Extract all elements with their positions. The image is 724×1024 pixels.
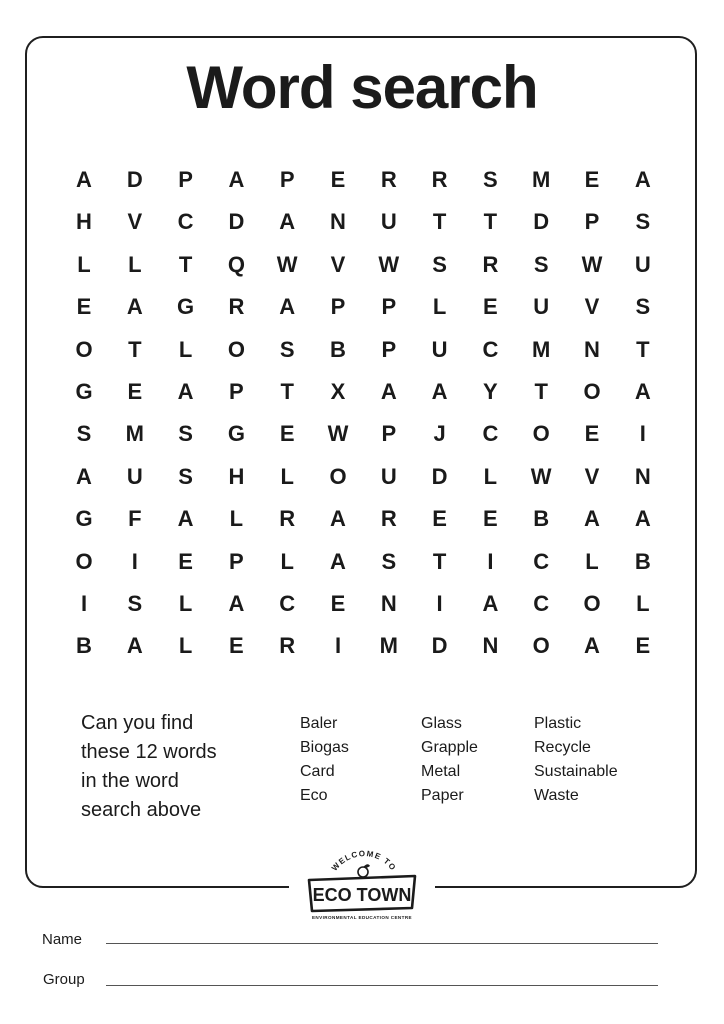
grid-letter: W bbox=[581, 251, 603, 277]
word-item: Card bbox=[300, 763, 335, 780]
grid-letter: E bbox=[127, 379, 143, 404]
eco-town-logo-graphic bbox=[289, 842, 435, 924]
word-list-column-1 bbox=[300, 712, 349, 808]
grid-letter: S bbox=[127, 591, 143, 616]
grid-letter: E bbox=[584, 421, 600, 447]
grid-letter: C bbox=[482, 421, 499, 447]
group-line[interactable] bbox=[106, 985, 658, 986]
grid-letter: R bbox=[431, 167, 448, 192]
grid-letter: E bbox=[483, 294, 498, 320]
grid-letter: W bbox=[530, 463, 552, 489]
grid-letter: V bbox=[584, 463, 600, 489]
grid-letter: I bbox=[334, 633, 342, 659]
grid-letter: L bbox=[77, 251, 91, 277]
logo-name: ECO TOWN bbox=[312, 885, 412, 905]
grid-letter: T bbox=[636, 336, 650, 362]
grid-letter: R bbox=[279, 506, 296, 532]
word-item: Glass bbox=[421, 715, 462, 732]
grid-letter: L bbox=[483, 463, 498, 489]
grid-letter: V bbox=[330, 251, 346, 277]
grid-letter: N bbox=[584, 336, 600, 362]
grid-letter: L bbox=[636, 591, 650, 616]
word-item: Recycle bbox=[534, 739, 591, 756]
grid-letter: E bbox=[432, 506, 447, 532]
grid-letter: E bbox=[76, 294, 92, 320]
grid-letter: E bbox=[330, 167, 346, 192]
grid-letter: U bbox=[380, 209, 397, 235]
word-item: Grapple bbox=[421, 739, 478, 756]
instructions-line: in the word bbox=[81, 770, 179, 792]
grid-letter: C bbox=[177, 209, 194, 235]
grid-letter: M bbox=[379, 633, 398, 659]
grid-letter: D bbox=[431, 463, 448, 489]
grid-letter: R bbox=[279, 633, 296, 659]
grid-letter: P bbox=[178, 167, 193, 192]
grid-letter: S bbox=[178, 463, 193, 489]
grid-letter: S bbox=[381, 548, 397, 574]
grid-row bbox=[76, 209, 684, 235]
grid-letter: A bbox=[76, 167, 92, 192]
grid-letter: P bbox=[381, 336, 397, 362]
grid-letter: B bbox=[76, 633, 92, 659]
grid-letter: P bbox=[229, 379, 244, 404]
grid-letter: E bbox=[330, 591, 346, 616]
word-item: Baler bbox=[300, 715, 338, 732]
grid-letter: R bbox=[482, 251, 499, 277]
grid-letter: E bbox=[635, 633, 651, 659]
grid-letter: A bbox=[634, 379, 651, 404]
grid-letter: I bbox=[639, 421, 646, 447]
grid-letter: O bbox=[583, 379, 601, 404]
grid-letter: E bbox=[229, 633, 244, 659]
grid-row bbox=[76, 167, 684, 192]
grid-letter: E bbox=[279, 421, 295, 447]
grid-letter: T bbox=[178, 251, 193, 277]
grid-letter: B bbox=[634, 548, 651, 574]
logo-tagline: ENVIRONMENTAL EDUCATION CENTRE bbox=[311, 915, 413, 920]
grid-letter: P bbox=[584, 209, 600, 235]
grid-letter: M bbox=[532, 167, 551, 192]
grid-letter: U bbox=[634, 251, 651, 277]
grid-letter: C bbox=[533, 591, 550, 616]
grid-letter: L bbox=[280, 463, 294, 489]
grid-letter: P bbox=[229, 548, 244, 574]
grid-letter: R bbox=[228, 294, 245, 320]
grid-letter: U bbox=[431, 336, 448, 362]
grid-letter: I bbox=[131, 548, 138, 574]
grid-letter: G bbox=[75, 506, 93, 532]
grid-letter: F bbox=[128, 506, 142, 532]
grid-letter: I bbox=[80, 591, 88, 616]
grid-letter: L bbox=[280, 548, 294, 574]
grid-row bbox=[76, 294, 684, 320]
grid-letter: L bbox=[178, 336, 193, 362]
grid-letter: Y bbox=[483, 379, 498, 404]
grid-letter: S bbox=[635, 294, 651, 320]
grid-letter: D bbox=[431, 633, 448, 659]
grid-letter: T bbox=[534, 379, 548, 404]
grid-letter: A bbox=[76, 463, 92, 489]
grid-letter: X bbox=[330, 379, 346, 404]
grid-letter: A bbox=[126, 633, 143, 659]
grid-letter: P bbox=[330, 294, 346, 320]
instructions bbox=[81, 709, 261, 825]
grid-letter: L bbox=[178, 591, 193, 616]
grid-letter: U bbox=[533, 294, 550, 320]
grid-letter: S bbox=[483, 167, 498, 192]
grid-letter: I bbox=[487, 548, 494, 574]
grid-letter: G bbox=[177, 294, 195, 320]
group-label: Group bbox=[43, 971, 85, 988]
page-title: Word search bbox=[186, 54, 538, 121]
eco-town-logo bbox=[289, 842, 435, 924]
grid-letter: W bbox=[378, 251, 400, 277]
word-item: Eco bbox=[300, 787, 328, 804]
word-item: Biogas bbox=[300, 739, 349, 756]
grid-letter: N bbox=[482, 633, 499, 659]
grid-row bbox=[76, 463, 684, 489]
grid-letter: P bbox=[381, 421, 397, 447]
grid-letter: R bbox=[380, 167, 397, 192]
grid-letter: P bbox=[381, 294, 397, 320]
grid-letter: J bbox=[433, 421, 446, 447]
grid-letter: A bbox=[177, 506, 194, 532]
leaf-icon bbox=[358, 864, 370, 877]
grid-letter: B bbox=[330, 336, 346, 362]
grid-letter: W bbox=[276, 251, 298, 277]
word-item: Sustainable bbox=[534, 763, 618, 780]
grid-letter: S bbox=[533, 251, 549, 277]
word-list-column-2 bbox=[421, 712, 478, 808]
grid-letter: O bbox=[532, 633, 550, 659]
grid-letter: H bbox=[228, 463, 245, 489]
grid-letter: C bbox=[533, 548, 550, 574]
name-line[interactable] bbox=[106, 943, 658, 944]
grid-letter: L bbox=[229, 506, 244, 532]
grid-letter: G bbox=[227, 421, 245, 447]
grid-letter: N bbox=[380, 591, 397, 616]
grid-letter: T bbox=[128, 336, 142, 362]
instructions-line: Can you find bbox=[81, 712, 194, 734]
grid-letter: I bbox=[436, 591, 443, 616]
grid-letter: M bbox=[125, 421, 144, 447]
word-list-column-3 bbox=[534, 712, 618, 808]
grid-letter: L bbox=[178, 633, 193, 659]
grid-letter: G bbox=[75, 379, 93, 404]
grid-letter: P bbox=[279, 167, 295, 192]
grid-letter: O bbox=[583, 591, 601, 616]
grid-letter: V bbox=[584, 294, 600, 320]
grid-letter: O bbox=[329, 463, 347, 489]
grid-letter: U bbox=[380, 463, 397, 489]
word-item: Plastic bbox=[534, 715, 582, 732]
grid-letter: S bbox=[432, 251, 447, 277]
instructions-line: search above bbox=[81, 799, 202, 821]
grid-letter: T bbox=[432, 209, 447, 235]
grid-row bbox=[76, 421, 684, 447]
grid-letter: B bbox=[533, 506, 550, 532]
grid-letter: A bbox=[380, 379, 397, 404]
grid-letter: A bbox=[228, 167, 245, 192]
grid-letter: C bbox=[279, 591, 296, 616]
name-label: Name bbox=[42, 931, 83, 948]
grid-letter: A bbox=[634, 506, 651, 532]
grid-letter: S bbox=[635, 209, 651, 235]
grid-row bbox=[75, 379, 684, 404]
grid-letter: N bbox=[330, 209, 346, 235]
word-item: Metal bbox=[421, 763, 461, 780]
grid-letter: E bbox=[178, 548, 193, 574]
grid-letter: D bbox=[228, 209, 245, 235]
grid-letter: N bbox=[634, 463, 651, 489]
grid-letter: S bbox=[178, 421, 193, 447]
grid-letter: R bbox=[380, 506, 397, 532]
logo-arc-text: WELCOME TO bbox=[330, 849, 399, 873]
grid-letter: O bbox=[532, 421, 550, 447]
grid-letter: T bbox=[280, 379, 294, 404]
grid-letter: A bbox=[634, 167, 651, 192]
grid-letter: D bbox=[533, 209, 550, 235]
grid-letter: A bbox=[228, 591, 245, 616]
grid-letter: O bbox=[75, 548, 93, 574]
grid-row bbox=[75, 548, 684, 574]
grid-letter: T bbox=[432, 548, 447, 574]
grid-letter: V bbox=[127, 209, 143, 235]
grid-letter: A bbox=[584, 506, 600, 532]
grid-letter: Q bbox=[227, 251, 245, 277]
grid-letter: O bbox=[75, 336, 93, 362]
grid-letter: O bbox=[227, 336, 245, 362]
word-item: Paper bbox=[421, 787, 464, 804]
grid-row bbox=[75, 336, 684, 362]
grid-letter: S bbox=[279, 336, 295, 362]
grid-row bbox=[75, 506, 684, 532]
grid-letter: A bbox=[330, 548, 346, 574]
instructions-line: these 12 words bbox=[81, 741, 217, 763]
grid-row bbox=[80, 591, 684, 616]
grid-letter: U bbox=[126, 463, 143, 489]
grid-row bbox=[76, 633, 684, 659]
grid-letter: L bbox=[128, 251, 142, 277]
grid-letter: A bbox=[330, 506, 346, 532]
grid-letter: E bbox=[584, 167, 600, 192]
grid-letter: D bbox=[126, 167, 143, 192]
grid-letter: M bbox=[532, 336, 551, 362]
grid-letter: A bbox=[279, 294, 296, 320]
grid-letter: A bbox=[126, 294, 143, 320]
grid-letter: T bbox=[483, 209, 498, 235]
grid-letter: W bbox=[327, 421, 349, 447]
word-item: Waste bbox=[534, 787, 579, 804]
grid-letter: H bbox=[76, 209, 92, 235]
grid-letter: S bbox=[76, 421, 92, 447]
grid-letter: A bbox=[584, 633, 600, 659]
grid-letter: A bbox=[279, 209, 296, 235]
grid-letter: A bbox=[431, 379, 448, 404]
grid-letter: A bbox=[482, 591, 499, 616]
grid-letter: C bbox=[482, 336, 499, 362]
grid-row bbox=[77, 251, 684, 277]
grid-letter: L bbox=[432, 294, 447, 320]
grid-letter: E bbox=[483, 506, 498, 532]
grid-letter: A bbox=[177, 379, 194, 404]
grid-letter: L bbox=[585, 548, 599, 574]
